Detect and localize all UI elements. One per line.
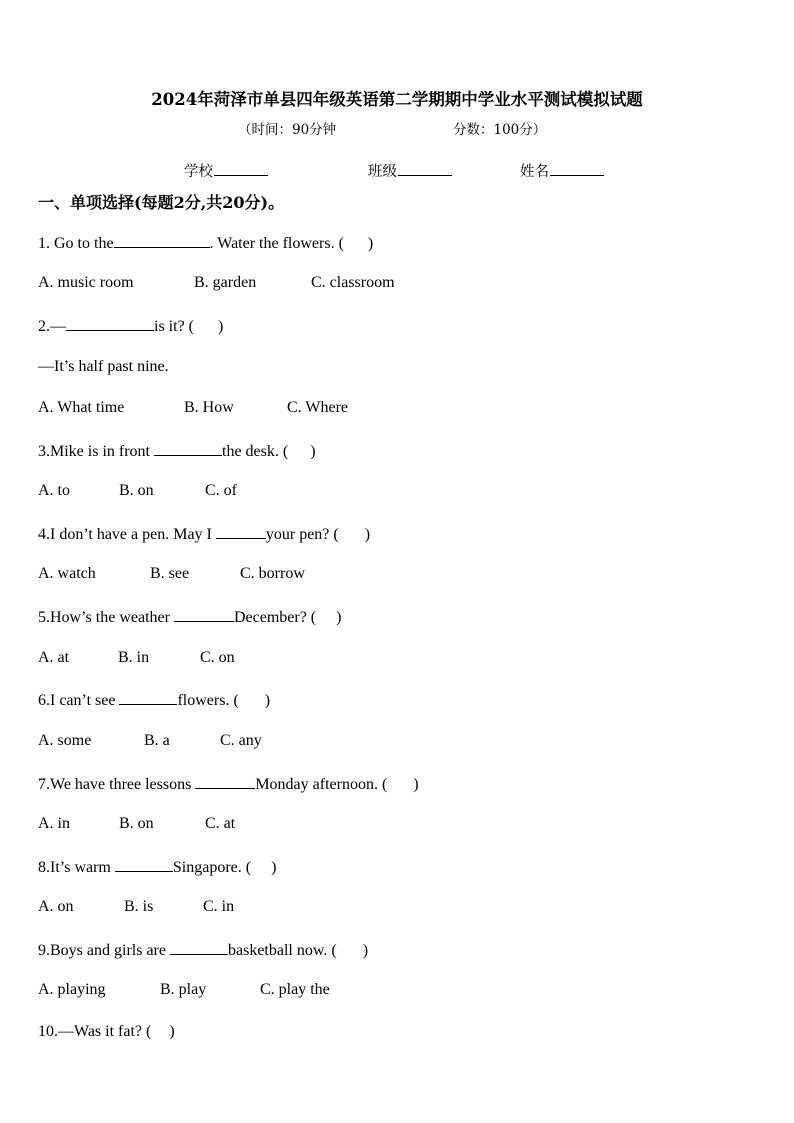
option-b[interactable]: B. garden bbox=[194, 274, 257, 291]
option-a[interactable]: A. to bbox=[38, 482, 70, 499]
name-blank[interactable] bbox=[550, 161, 604, 176]
question-text: 8.It’s warm bbox=[38, 859, 115, 876]
answer-blank[interactable] bbox=[114, 233, 210, 248]
options-2 bbox=[38, 399, 348, 417]
paren-close: ) bbox=[336, 609, 342, 626]
paren-close: ) bbox=[362, 942, 369, 959]
options-1 bbox=[38, 274, 395, 292]
options-4 bbox=[38, 565, 305, 583]
section-heading: 一、单项选择(每题2分,共20分)。 bbox=[38, 193, 285, 212]
option-a[interactable]: A. What time bbox=[38, 399, 125, 416]
question-text: Singapore. ( bbox=[172, 859, 252, 876]
option-b[interactable]: B. on bbox=[119, 482, 154, 499]
option-c[interactable]: C. Where bbox=[287, 399, 349, 416]
option-a[interactable]: A. playing bbox=[38, 981, 106, 998]
option-a[interactable]: A. some bbox=[38, 732, 92, 749]
answer-blank[interactable] bbox=[170, 940, 228, 955]
options-9 bbox=[38, 981, 330, 999]
option-b[interactable]: B. How bbox=[184, 399, 234, 416]
option-c[interactable]: C. play the bbox=[260, 981, 330, 998]
answer-blank[interactable] bbox=[66, 316, 154, 331]
name-label: 姓名 bbox=[520, 164, 549, 180]
question-text: 2.— bbox=[38, 318, 66, 335]
question-text: 7.We have three lessons bbox=[38, 776, 196, 793]
question-text: 9.Boys and girls are bbox=[38, 942, 170, 959]
paren-close: ) bbox=[218, 318, 224, 335]
option-a[interactable]: A. music room bbox=[38, 274, 134, 291]
answer-blank[interactable] bbox=[216, 524, 266, 539]
question-10 bbox=[38, 1023, 175, 1041]
question-text: Monday afternoon. ( bbox=[255, 776, 388, 793]
exam-title: 2024年菏泽市单县四年级英语第二学期期中学业水平测试模拟试题 bbox=[151, 90, 643, 109]
total-score: 分数：100分） bbox=[453, 122, 547, 138]
option-a[interactable]: A. in bbox=[38, 815, 70, 832]
option-c[interactable]: C. classroom bbox=[311, 274, 395, 291]
option-c[interactable]: C. on bbox=[200, 649, 235, 666]
question-text: flowers. ( bbox=[177, 692, 239, 709]
question-text: 10.—Was it fat? ( bbox=[38, 1023, 152, 1040]
question-text: your pen? ( bbox=[265, 526, 339, 543]
question-text: the desk. ( bbox=[222, 443, 289, 460]
option-a[interactable]: A. on bbox=[38, 898, 74, 915]
question-text: . Water the flowers. ( bbox=[209, 235, 344, 252]
question-text: is it? ( bbox=[154, 318, 194, 335]
options-3 bbox=[38, 482, 237, 500]
option-a[interactable]: A. watch bbox=[38, 565, 96, 582]
question-text: 6.I can’t see bbox=[38, 692, 120, 709]
options-5 bbox=[38, 649, 235, 667]
option-b[interactable]: B. in bbox=[118, 649, 150, 666]
paren-close: ) bbox=[271, 859, 277, 876]
question-text: basketball now. ( bbox=[227, 942, 337, 959]
option-c[interactable]: C. in bbox=[203, 898, 235, 915]
question-text: December? ( bbox=[233, 609, 317, 626]
question-2-answer-line: —It’s half past nine. bbox=[38, 358, 169, 375]
name-field[interactable] bbox=[520, 160, 604, 181]
paren-close: ) bbox=[367, 235, 374, 252]
options-7 bbox=[38, 815, 235, 833]
question-9 bbox=[38, 940, 368, 960]
school-blank[interactable] bbox=[214, 161, 268, 176]
time-limit: （时间：90分钟 bbox=[238, 122, 337, 138]
options-6 bbox=[38, 732, 262, 750]
option-b[interactable]: B. on bbox=[119, 815, 154, 832]
answer-blank[interactable] bbox=[174, 607, 234, 622]
paren-close: ) bbox=[169, 1023, 175, 1040]
answer-blank[interactable] bbox=[119, 690, 177, 705]
question-6 bbox=[38, 690, 270, 710]
paren-close: ) bbox=[413, 776, 419, 793]
option-b[interactable]: B. play bbox=[160, 981, 207, 998]
option-a[interactable]: A. at bbox=[38, 649, 70, 666]
question-2 bbox=[38, 316, 223, 336]
paren-close: ) bbox=[264, 692, 271, 709]
option-b[interactable]: B. a bbox=[144, 732, 170, 749]
class-blank[interactable] bbox=[398, 161, 452, 176]
question-7 bbox=[38, 774, 419, 794]
answer-blank[interactable] bbox=[154, 441, 222, 456]
paren-close: ) bbox=[310, 443, 316, 460]
question-text: 4.I don’t have a pen. May I bbox=[38, 526, 216, 543]
school-label: 学校 bbox=[184, 164, 213, 180]
option-c[interactable]: C. borrow bbox=[240, 565, 305, 582]
question-text: 5.How’s the weather bbox=[38, 609, 174, 626]
options-8 bbox=[38, 898, 234, 916]
question-8 bbox=[38, 857, 276, 877]
option-c[interactable]: C. of bbox=[205, 482, 237, 499]
question-text: 1. Go to the bbox=[38, 235, 114, 252]
question-5 bbox=[38, 607, 341, 627]
question-1 bbox=[38, 233, 373, 253]
class-label: 班级 bbox=[368, 164, 397, 180]
question-text: 3.Mike is in front bbox=[38, 443, 154, 460]
question-4 bbox=[38, 524, 370, 544]
option-b[interactable]: B. is bbox=[124, 898, 154, 915]
school-field[interactable] bbox=[184, 160, 268, 181]
option-c[interactable]: C. at bbox=[205, 815, 236, 832]
option-c[interactable]: C. any bbox=[220, 732, 262, 749]
answer-blank[interactable] bbox=[195, 774, 255, 789]
class-field[interactable] bbox=[368, 160, 452, 181]
question-3 bbox=[38, 441, 316, 461]
option-b[interactable]: B. see bbox=[150, 565, 190, 582]
paren-close: ) bbox=[364, 526, 371, 543]
answer-blank[interactable] bbox=[115, 857, 173, 872]
